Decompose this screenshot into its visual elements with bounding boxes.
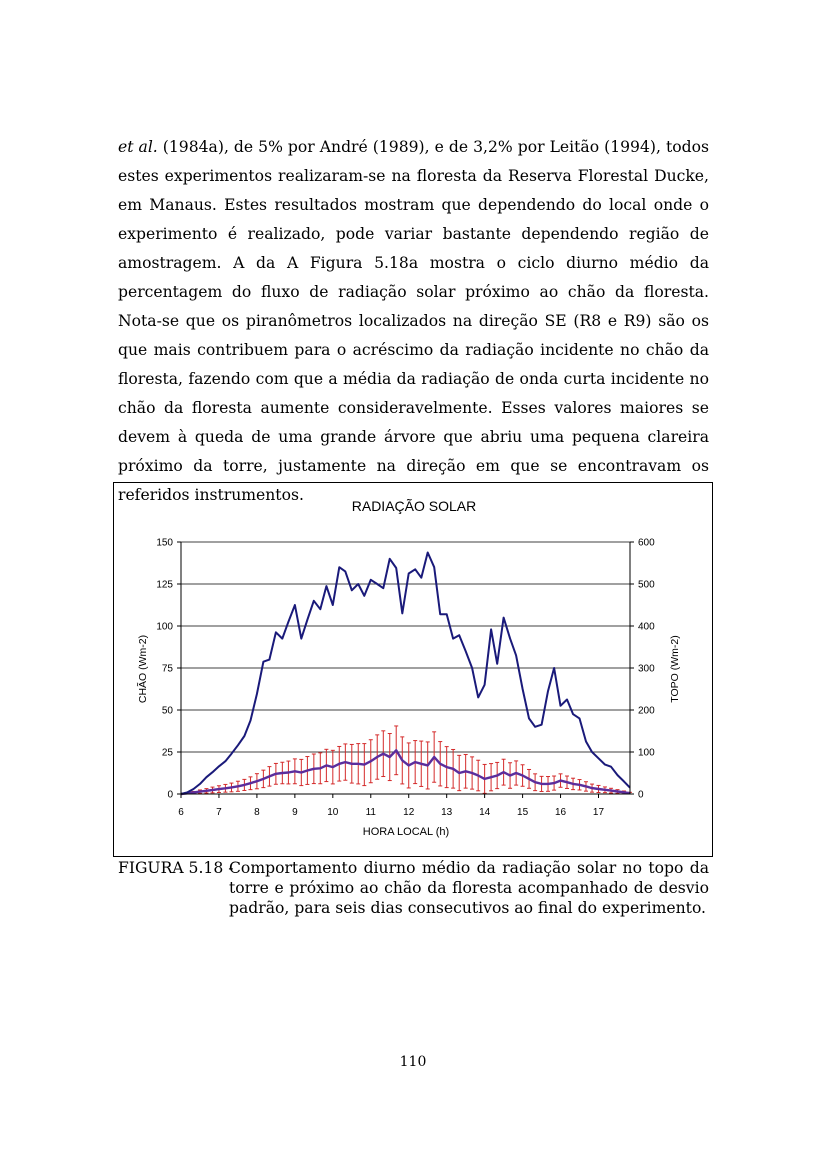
y-left-tick-label: 75: [161, 663, 173, 675]
y-left-tick-label: 25: [161, 747, 173, 759]
y-left-tick-label: 0: [167, 789, 173, 801]
body-paragraph: [118, 133, 709, 510]
x-tick-label: 14: [479, 807, 491, 818]
x-tick-label: 11: [365, 807, 376, 818]
gridlines: [181, 542, 630, 752]
y-right-tick-label: 300: [638, 663, 655, 675]
body-italic-citation: et al.: [118, 138, 158, 156]
tick-labels: [156, 538, 655, 819]
y-right-tick-label: 200: [638, 705, 655, 717]
y-axis-right-label-text: TOPO (Wm-2): [669, 635, 681, 703]
y-right-tick-label: 100: [638, 747, 655, 759]
y-axis-left-label-text: CHÃO (Wm-2): [137, 634, 149, 704]
x-tick-label: 8: [254, 807, 260, 818]
y-right-tick-label: 400: [638, 621, 655, 633]
series-topo-line: [181, 553, 630, 795]
x-tick-label: 9: [292, 807, 298, 818]
figure-frame: [113, 482, 713, 857]
axes: [177, 542, 634, 798]
x-tick-label: 7: [216, 807, 222, 818]
figure-label: FIGURA 5.18 -: [118, 859, 234, 877]
figure-caption-text: Comportamento diurno médio da radiação solar no topo da torre e próximo ao chão da floresta acompanhado de desvio padrão, para seis dias consecutivos ao final do experimento.: [229, 859, 709, 917]
x-tick-label: 15: [517, 807, 529, 818]
y-left-tick-label: 150: [156, 537, 173, 549]
page-number: 110: [399, 1054, 427, 1070]
x-axis-label: HORA LOCAL (h): [362, 826, 450, 838]
solar-radiation-chart: [114, 483, 712, 856]
chart-title: RADIAÇÃO SOLAR: [351, 498, 477, 514]
x-tick-label: 12: [403, 807, 415, 818]
y-right-tick-label: 500: [638, 579, 655, 591]
y-axis-left-label: [136, 635, 149, 703]
body-text: (1984a), de 5% por André (1989), e de 3,2% por Leitão (1994), todos estes experimentos realizaram-se na floresta da Reserva Florestal Ducke, em Manaus. Estes resultados mostram que dependendo do local onde o experimento é realizado, pode variar bastante dependendo região de amostragem. A da A Figura 5.18a mostra o ciclo diurno médio da percentagem do fluxo de radiação solar próximo ao chão da floresta. Nota-se que os piranômetros localizados na direção SE (R8 e R9) são os que mais contribuem para o acréscimo da radiação incidente no chão da floresta, fazendo com que a média da radiação de onda curta incidente no chão da floresta aumente consideravelmente. Esses valores maiores se devem à queda de uma grande árvore que abriu uma pequena clareira próximo da torre, justamente na direção em que se encontravam os referidos instrumentos.: [118, 138, 709, 504]
y-axis-right-label: [669, 635, 681, 702]
series-lines: [181, 553, 630, 795]
y-left-tick-label: 100: [156, 621, 173, 633]
y-left-tick-label: 50: [161, 705, 173, 717]
figure-caption: [118, 858, 709, 918]
y-right-tick-label: 0: [638, 789, 644, 801]
x-tick-label: 16: [554, 807, 567, 818]
x-tick-label: 6: [178, 807, 184, 818]
series-chao-line: [181, 750, 630, 794]
x-tick-label: 10: [327, 807, 339, 818]
y-right-tick-label: 600: [638, 537, 655, 549]
y-left-tick-label: 125: [156, 579, 173, 591]
x-tick-label: 13: [441, 807, 453, 818]
x-tick-label: 17: [592, 807, 605, 818]
